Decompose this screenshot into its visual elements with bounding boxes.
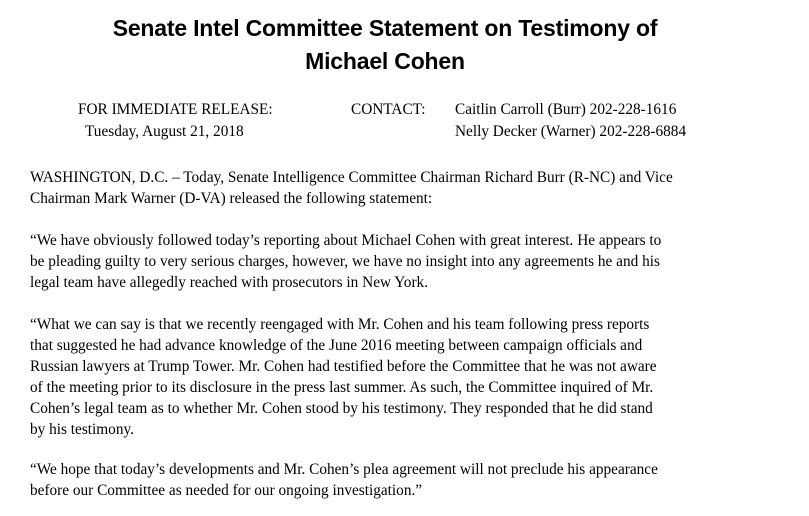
paragraph-line: Cohen’s legal team as to whether Mr. Cohen stood by his testimony. They responded that he did stand xyxy=(30,400,653,417)
title-line-1: Senate Intel Committee Statement on Testimony of xyxy=(112,15,658,41)
paragraph-line: WASHINGTON, D.C. – Today, Senate Intelligence Committee Chairman Richard Burr (R-NC) and Vice xyxy=(30,169,673,186)
document-title xyxy=(40,12,730,78)
statement-paragraph-1 xyxy=(30,230,790,293)
paragraph-line: Chairman Mark Warner (D-VA) released the following statement: xyxy=(30,190,433,207)
release-label: FOR IMMEDIATE RELEASE: xyxy=(78,101,273,118)
paragraph-line: “We have obviously followed today’s reporting about Michael Cohen with great interest. He appears to xyxy=(30,232,662,249)
contact-label: CONTACT: xyxy=(351,101,426,118)
release-date: Tuesday, August 21, 2018 xyxy=(85,123,244,140)
statement-paragraph-2 xyxy=(30,314,790,440)
paragraph-line: Russian lawyers at Trump Tower. Mr. Cohen had testified before the Committee that he was not aware xyxy=(30,358,657,375)
paragraph-line: “What we can say is that we recently reengaged with Mr. Cohen and his team following press reports xyxy=(30,316,650,333)
paragraph-line: that suggested he had advance knowledge of the June 2016 meeting between campaign officials and xyxy=(30,337,643,354)
paragraph-line: by his testimony. xyxy=(30,421,134,438)
paragraph-line: legal team have allegedly reached with prosecutors in New York. xyxy=(30,274,429,291)
paragraph-line: of the meeting prior to its disclosure in the press last summer. As such, the Committee inquired of Mr. xyxy=(30,379,654,396)
title-line-2: Michael Cohen xyxy=(305,48,465,74)
paragraph-line: be pleading guilty to very serious charges, however, we have no insight into any agreements he and his xyxy=(30,253,660,270)
contact-entry-warner: Nelly Decker (Warner) 202-228-6884 xyxy=(455,123,687,140)
dateline-paragraph xyxy=(30,167,790,209)
paragraph-line: “We hope that today’s developments and Mr. Cohen’s plea agreement will not preclude his appearance xyxy=(30,461,658,478)
contact-entry-burr: Caitlin Carroll (Burr) 202-228-1616 xyxy=(455,101,677,118)
statement-paragraph-3 xyxy=(30,459,790,501)
paragraph-line: before our Committee as needed for our ongoing investigation.” xyxy=(30,482,423,499)
